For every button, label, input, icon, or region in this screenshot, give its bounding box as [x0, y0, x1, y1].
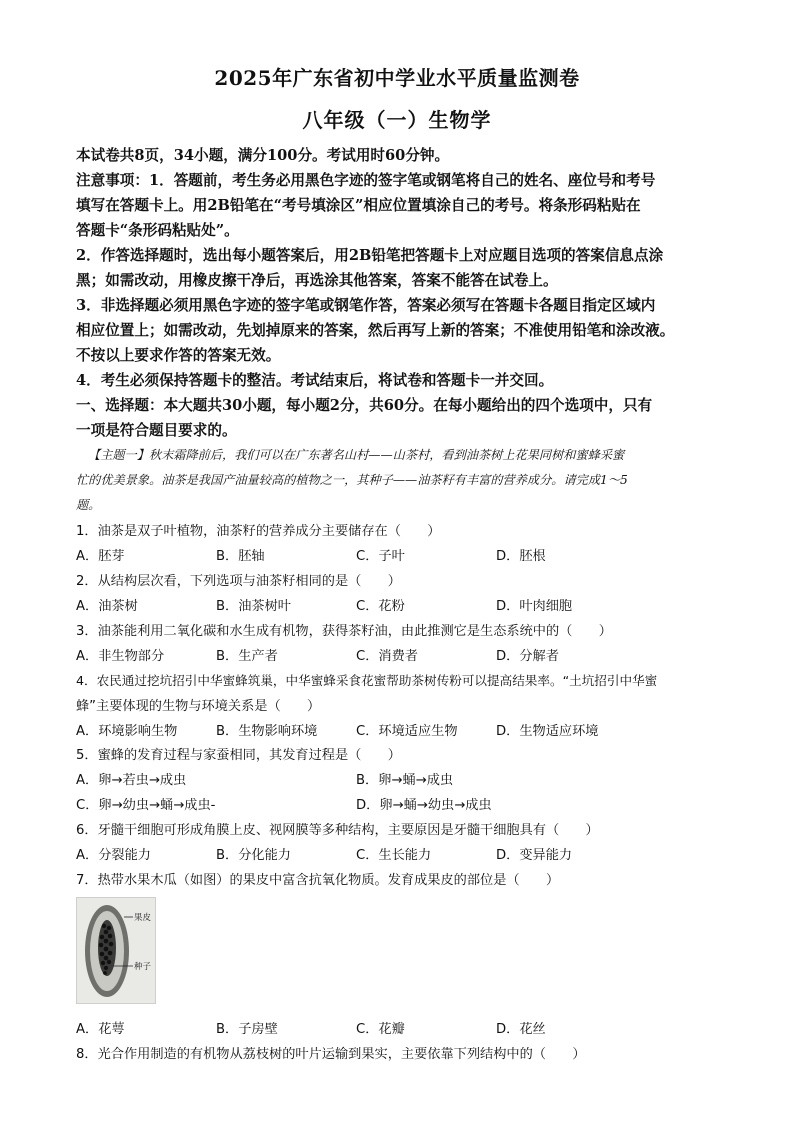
q4-option-a: A．环境影响生物	[76, 724, 178, 739]
question-6-stem: 6．牙髓干细胞可形成角膜上皮、视网膜等多种结构，主要原因是牙髓干细胞具有（ ）	[76, 823, 599, 838]
q5-option-a: A．卵→若虫→成虫	[76, 773, 187, 788]
q4-option-d: D．生物适应环境	[496, 724, 599, 739]
q3-option-d: D．分解者	[496, 649, 559, 664]
label-seed: 种子	[134, 962, 152, 972]
instruction-line: 答题卡“条形码粘贴处”。	[76, 222, 239, 239]
q1-option-b: B．胚轴	[216, 549, 265, 564]
q7-option-c: C．花瓣	[356, 1022, 405, 1037]
q5-option-c: C．卵→幼虫→蛹→成虫-	[76, 798, 216, 813]
instruction-line: 本试卷共8页，34小题，满分100分。考试用时60分钟。	[76, 147, 450, 164]
question-3-stem: 3．油茶能利用二氧化碳和水生成有机物，获得茶籽油，由此推测它是生态系统中的（ ）	[76, 624, 612, 639]
label-peel: 果皮	[134, 913, 152, 923]
q6-option-d: D．变异能力	[496, 848, 573, 863]
q2-option-b: B．油茶树叶	[216, 599, 291, 614]
q3-option-b: B．生产者	[216, 649, 278, 664]
q1-option-c: C．子叶	[356, 549, 405, 564]
q2-option-c: C．花粉	[356, 599, 405, 614]
q2-option-d: D．叶肉细胞	[496, 599, 573, 614]
instruction-line: 黑；如需改动，用橡皮擦干净后，再选涂其他答案，答案不能答在试卷上。	[76, 272, 558, 289]
q3-option-c: C．消费者	[356, 649, 418, 664]
papaya-figure	[76, 897, 156, 1004]
question-1-stem: 1．油茶是双子叶植物，油茶籽的营养成分主要储存在（ ）	[76, 524, 441, 539]
theme-passage: 【主题一】秋末霜降前后，我们可以在广东著名山村——山茶村，看到油茶树上花果同树和蜜蜂采蜜	[88, 448, 625, 462]
q1-option-d: D．胚根	[496, 549, 546, 564]
section-heading: 一、选择题：本大题共30小题，每小题2分，共60分。在每小题给出的四个选项中，只有	[76, 397, 653, 414]
instruction-line: 相应位置上；如需改动，先划掉原来的答案，然后再写上新的答案；不准使用铅笔和涂改液。	[76, 322, 675, 339]
instruction-line: 填写在答题卡上。用2B铅笔在“考号填涂区”相应位置填涂自己的考号。将条形码粘贴在	[76, 197, 641, 214]
question-4-stem: 4．农民通过挖坑招引中华蜜蜂筑巢，中华蜜蜂采食花蜜帮助茶树传粉可以提高结果率。“土坑招引中华蜜	[76, 673, 658, 688]
question-5-stem: 5．蜜蜂的发育过程与家蚕相同，其发育过程是（ ）	[76, 748, 401, 763]
question-8-stem: 8．光合作用制造的有机物从荔枝树的叶片运输到果实，主要依靠下列结构中的（ ）	[76, 1047, 586, 1062]
q4-option-b: B．生物影响环境	[216, 724, 318, 739]
instruction-line: 不按以上要求作答的答案无效。	[76, 347, 281, 364]
q5-option-b: B．卵→蛹→成虫	[356, 773, 454, 788]
theme-passage: 题。	[76, 498, 101, 512]
section-heading: 一项是符合题目要求的。	[76, 422, 237, 439]
instruction-line: 3．非选择题必须用黑色字迹的签字笔或钢笔作答，答案必须写在答题卡各题目指定区域内	[76, 297, 656, 314]
q1-option-a: A．胚芽	[76, 549, 125, 564]
exam-title: 2025年广东省初中学业水平质量监测卷	[214, 66, 580, 90]
q7-option-d: D．花丝	[496, 1022, 546, 1037]
question-7-stem: 7．热带水果木瓜（如图）的果皮中富含抗氧化物质。发育成果皮的部位是（ ）	[76, 873, 560, 888]
q6-option-b: B．分化能力	[216, 848, 291, 863]
instruction-line: 4．考生必须保持答题卡的整洁。考试结束后，将试卷和答题卡一并交回。	[76, 372, 554, 389]
q2-option-a: A．油茶树	[76, 599, 138, 614]
instruction-line: 2．作答选择题时，选出每小题答案后，用2B铅笔把答题卡上对应题目选项的答案信息点涂	[76, 247, 664, 264]
q6-option-c: C．生长能力	[356, 848, 432, 863]
theme-passage: 忙的优美景象。油茶是我国产油量较高的植物之一，其种子——油茶籽有丰富的营养成分。请完成1～5	[76, 473, 628, 487]
question-4-stem-cont: 蜂”主要体现的生物与环境关系是（ ）	[76, 699, 321, 714]
question-2-stem: 2．从结构层次看，下列选项与油茶籽相同的是（ ）	[76, 574, 401, 589]
q7-option-a: A．花萼	[76, 1022, 125, 1037]
instruction-line: 注意事项：1．答题前，考生务必用黑色字迹的签字笔或钢笔将自己的姓名、座位号和考号	[76, 172, 656, 189]
q6-option-a: A．分裂能力	[76, 848, 151, 863]
q3-option-a: A．非生物部分	[76, 649, 165, 664]
q5-option-d: D．卵→蛹→幼虫→成虫	[356, 798, 492, 813]
exam-subtitle: 八年级（一）生物学	[302, 108, 492, 132]
q4-option-c: C．环境适应生物	[356, 724, 458, 739]
q7-option-b: B．子房壁	[216, 1022, 278, 1037]
